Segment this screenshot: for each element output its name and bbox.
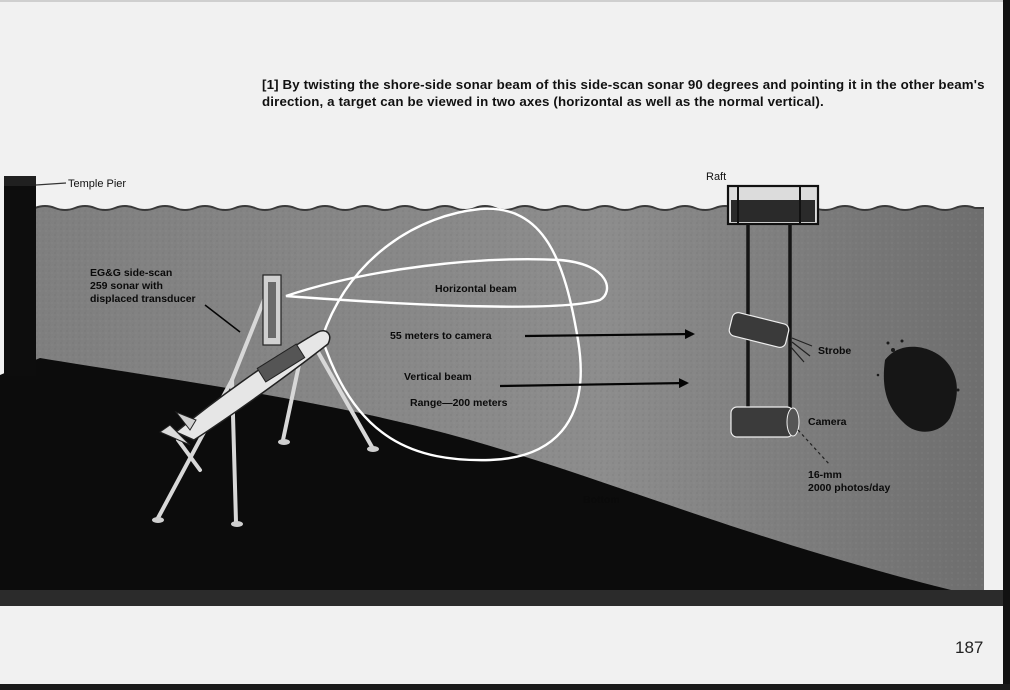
temple-pier-leader [36, 183, 66, 185]
bottom-edge [0, 684, 1010, 690]
distance-to-camera-label: 55 meters to camera [390, 330, 492, 342]
bottom-label: Bottom [583, 494, 620, 506]
camera-label: Camera [808, 416, 847, 428]
raft [728, 186, 818, 224]
ground-lower-band [0, 590, 1003, 606]
range-label: Range—200 meters [410, 397, 508, 409]
underwater-camera [731, 407, 799, 437]
temple-pier-label: Temple Pier [68, 178, 127, 190]
raft-label: Raft [706, 171, 727, 183]
sonar-label-line1: EG&G side-scan [90, 267, 173, 279]
film-label-line1: 16-mm [808, 469, 842, 481]
vertical-beam-label: Vertical beam [404, 371, 472, 383]
horizontal-beam-label: Horizontal beam [435, 283, 517, 295]
right-edge [1003, 0, 1010, 690]
page-number: 187 [955, 638, 984, 657]
temple-pier [4, 176, 36, 376]
sonar-label-line2: 259 sonar with [90, 280, 163, 292]
film-label-line2: 2000 photos/day [808, 482, 891, 494]
displaced-transducer [263, 275, 281, 345]
sonar-label-line3: displaced transducer [90, 293, 196, 305]
figure-caption: [1] By twisting the shore-side sonar beam of this side-scan sonar 90 degrees and pointing it in the other beam's direction, a target can be viewed in two axes (horizontal as well as the normal vertical). [262, 77, 985, 109]
temple-pier-cap [4, 176, 36, 186]
strobe-label: Strobe [818, 345, 852, 357]
